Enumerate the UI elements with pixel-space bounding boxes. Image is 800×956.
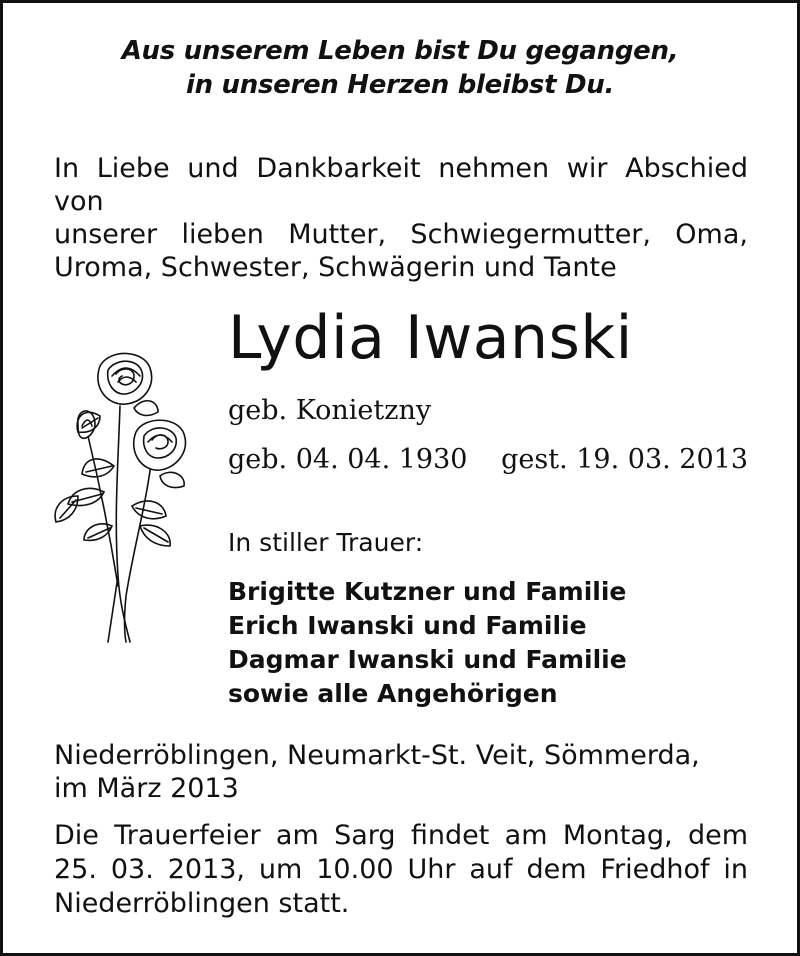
mourners-list — [228, 575, 627, 711]
place-line-1: Niederröblingen, Neumarkt-St. Veit, Sömmerda, — [54, 740, 700, 771]
deceased-name: Lydia Iwanski — [228, 303, 633, 373]
motto-line-1: Aus unserem Leben bist Du gegangen, — [121, 36, 679, 66]
funeral-service-info — [54, 819, 748, 921]
birth-date: geb. 04. 04. 1930 — [228, 444, 468, 475]
maiden-name: geb. Konietzny — [228, 395, 432, 426]
place-and-date — [54, 739, 754, 805]
motto — [0, 34, 800, 102]
intro-line-2: unserer lieben Mutter, Schwiegermutter, Oma, — [54, 219, 748, 250]
life-dates — [228, 443, 748, 477]
mourning-heading: In stiller Trauer: — [228, 528, 424, 557]
mourner-2: Erich Iwanski und Familie — [228, 611, 587, 640]
death-date: gest. 19. 03. 2013 — [501, 444, 748, 475]
motto-line-2: in unseren Herzen bleibst Du. — [185, 70, 615, 100]
mourner-3: Dagmar Iwanski und Familie — [228, 645, 627, 674]
roses-illustration-icon — [48, 346, 198, 646]
mourner-1: Brigitte Kutzner und Familie — [228, 577, 627, 606]
service-line-2: 25. 03. 2013, um 10.00 Uhr auf dem Friedhof in — [54, 854, 748, 885]
intro-line-3: Uroma, Schwester, Schwägerin und Tante — [54, 252, 617, 283]
service-line-1: Die Trauerfeier am Sarg findet am Montag, dem — [54, 820, 748, 851]
service-line-3: Niederröblingen statt. — [54, 888, 350, 919]
mourner-4: sowie alle Angehörigen — [228, 679, 558, 708]
place-line-2: im März 2013 — [54, 773, 239, 804]
intro-text — [54, 152, 748, 284]
intro-line-1: In Liebe und Dankbarkeit nehmen wir Abschied von — [54, 153, 748, 217]
